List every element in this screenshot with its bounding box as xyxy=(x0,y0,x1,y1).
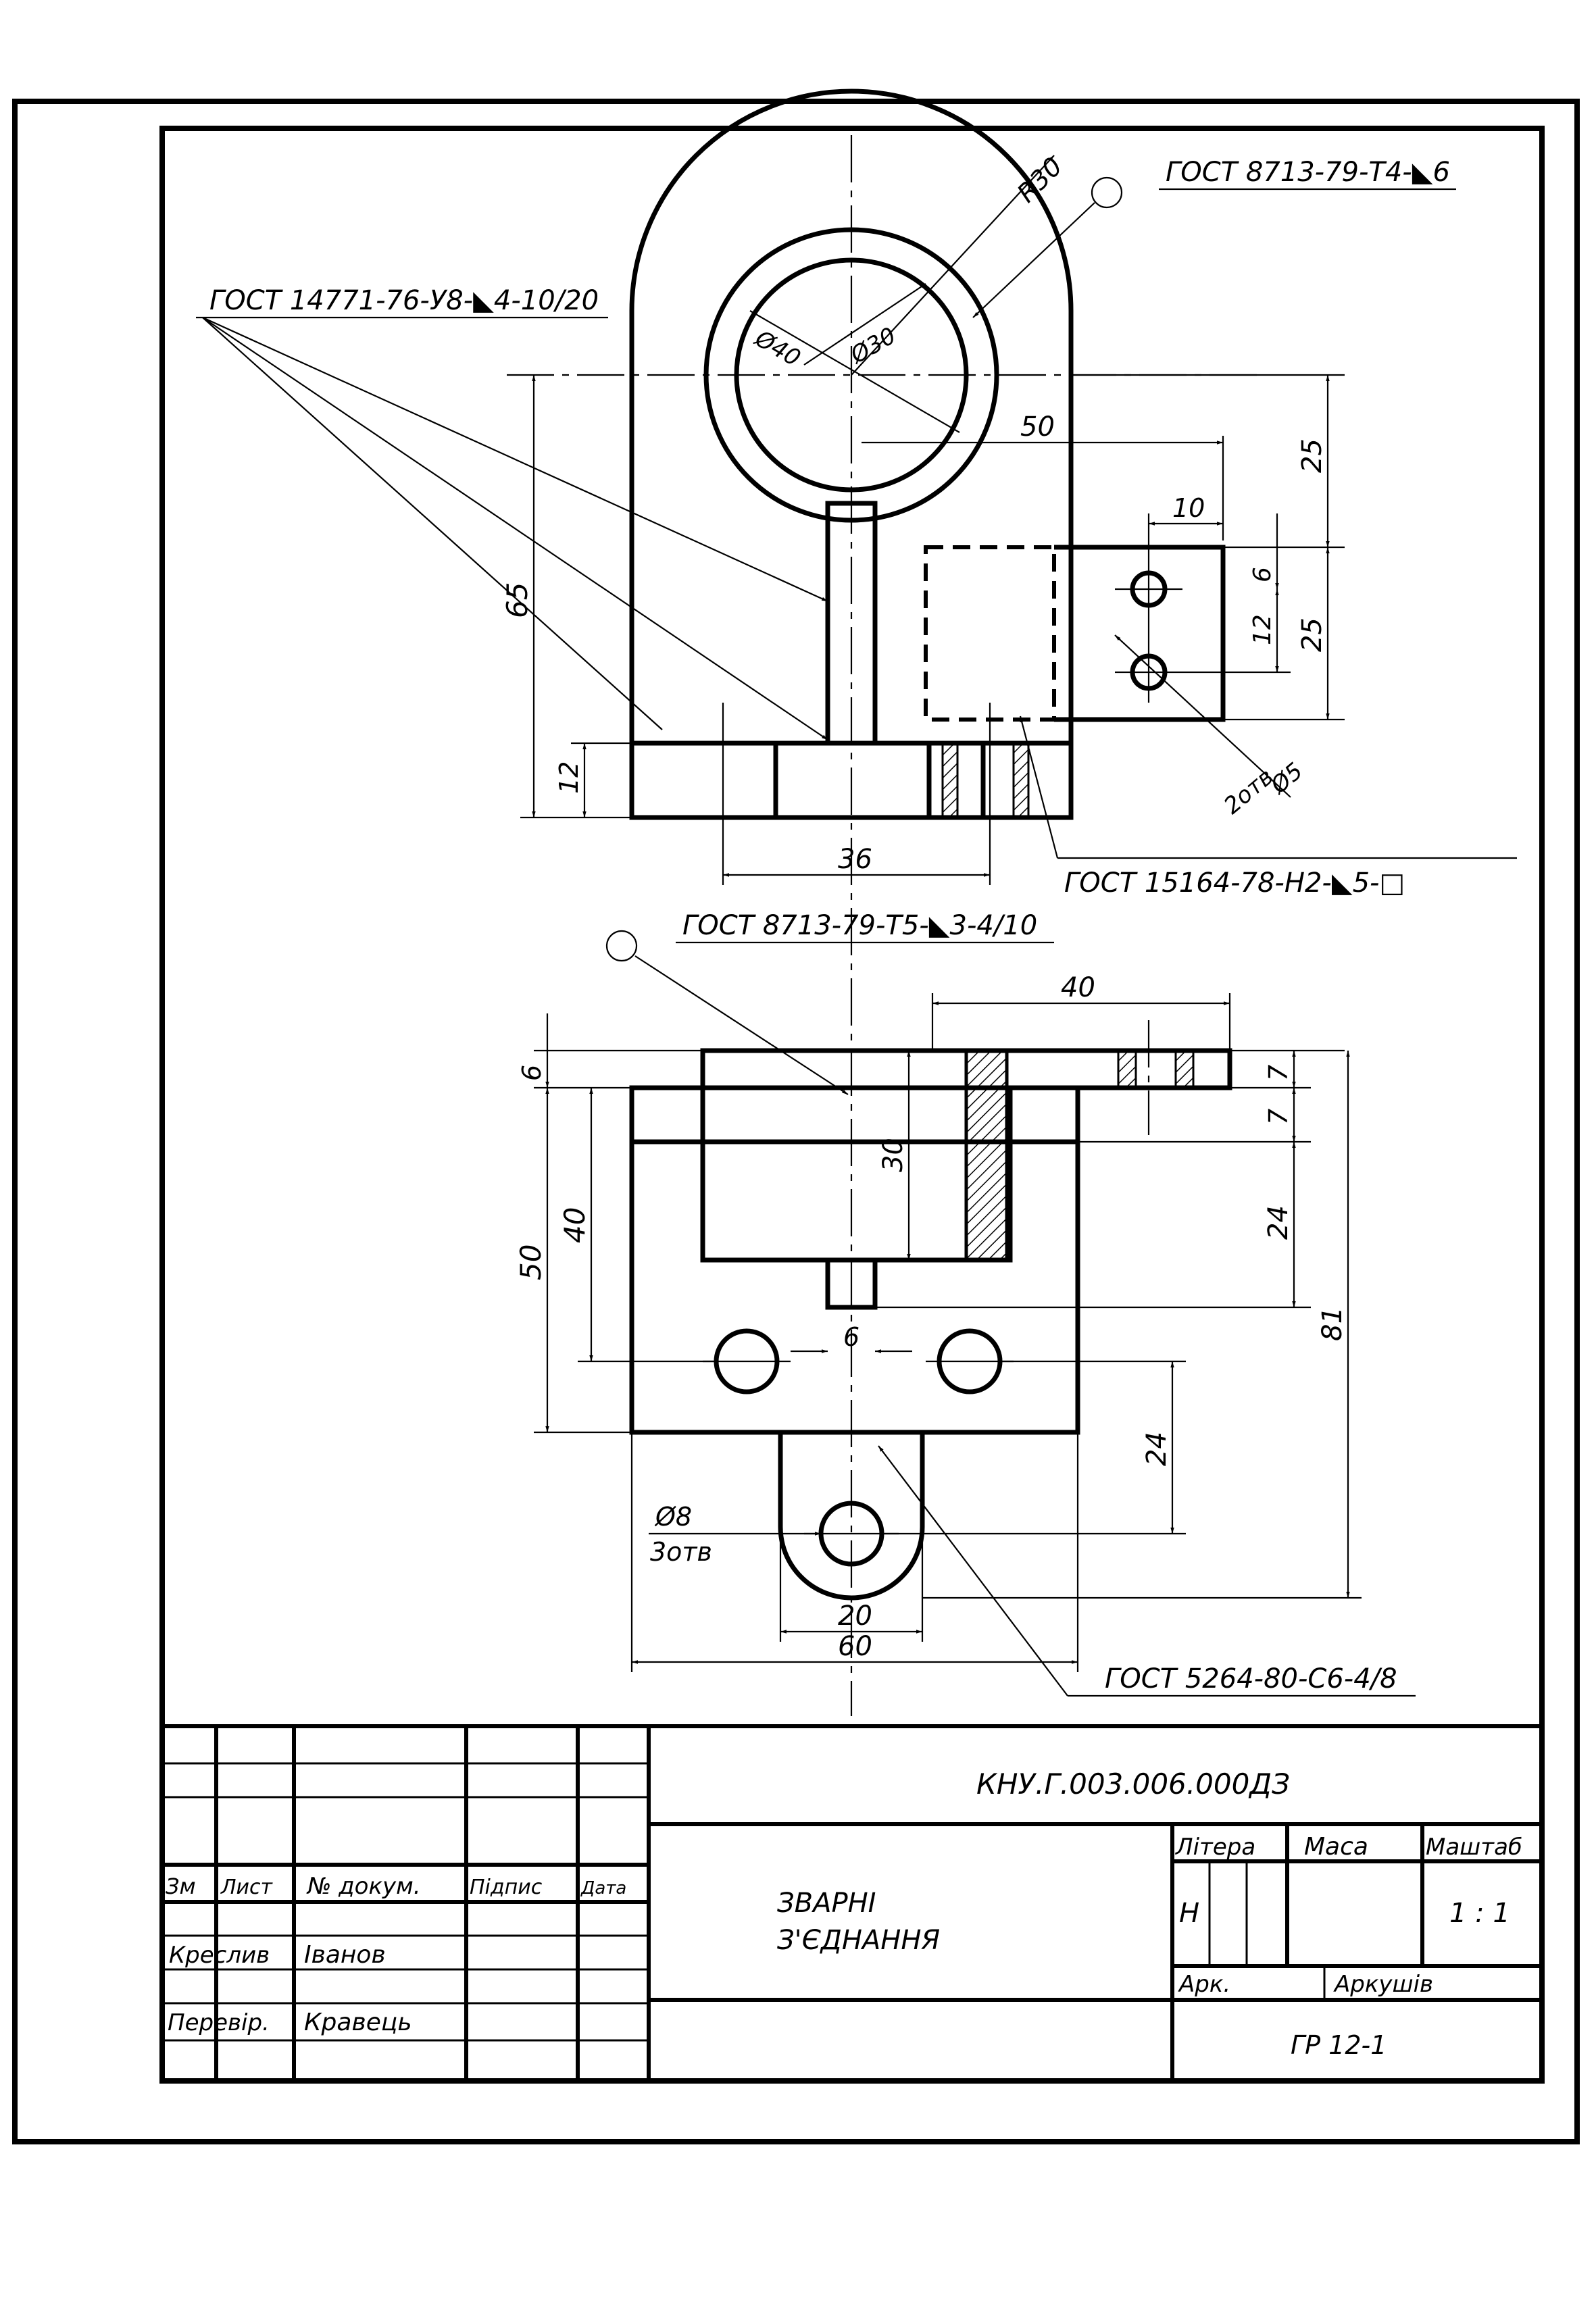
tb-doc-number: КНУ.Г.003.006.000ДЗ xyxy=(976,1767,1291,1801)
dim-25b-text: 25 xyxy=(1297,618,1328,652)
tb-scale-value: 1 : 1 xyxy=(1449,1898,1510,1929)
top-view xyxy=(196,91,1517,1716)
dim-7a-text: 7 xyxy=(1264,1064,1293,1081)
leader-left-3 xyxy=(203,318,662,730)
dim-36-text: 36 xyxy=(838,844,872,875)
leader-left-2 xyxy=(203,318,828,740)
tb-sheets-label: Аркушів xyxy=(1335,1971,1434,1998)
dim-6-text: 6 xyxy=(1249,567,1276,582)
tb-sheet-label: Арк. xyxy=(1179,1971,1231,1998)
leader-gost-front xyxy=(635,956,848,1095)
tb-name-drawn: Іванов xyxy=(304,1941,386,1969)
weld-all-around-front xyxy=(607,931,637,961)
front-view xyxy=(514,910,1416,1696)
tb-title-line2: З'ЄДНАННЯ xyxy=(777,1925,941,1956)
dim-d40-line xyxy=(750,311,959,432)
dim-6-center-text: 6 xyxy=(843,1322,860,1352)
leader-top-right xyxy=(973,203,1095,318)
dim-d8-text: Ø8 xyxy=(655,1502,693,1532)
tb-role-drawn: Креслив xyxy=(169,1942,270,1969)
dim-24b-text: 24 xyxy=(1141,1432,1172,1466)
dim-50-front-text: 50 xyxy=(514,1244,547,1280)
tb-litera-label: Літера xyxy=(1176,1834,1256,1861)
gost-mid-right-text: ГОСТ 15164-78-Н2-◣5-□ xyxy=(1064,867,1405,899)
dim-holes3-text: 3отв xyxy=(650,1537,712,1567)
weld-slot-2 xyxy=(1014,743,1028,818)
dim-d30-text: Ø30 xyxy=(846,322,901,370)
dim-65-text: 65 xyxy=(501,582,534,618)
tb-group: ГР 12-1 xyxy=(1291,2030,1387,2060)
tb-mass-label: Маса xyxy=(1304,1833,1368,1861)
title-block xyxy=(162,1726,1542,2081)
tb-name-checked: Кравець xyxy=(304,2009,412,2036)
weld-top-small-2 xyxy=(1176,1051,1193,1088)
dim-r30-text: R30 xyxy=(1011,151,1068,209)
dim-24a-text: 24 xyxy=(1263,1205,1294,1240)
weld-top-small xyxy=(1118,1051,1136,1088)
weld-slot-1 xyxy=(943,743,957,818)
gost-bottom-text: ГОСТ 5264-80-С6-4/8 xyxy=(1105,1663,1397,1694)
dim-40-top-text: 40 xyxy=(1061,972,1095,1003)
side-plate xyxy=(1054,547,1223,720)
dim-d40-text: Ø40 xyxy=(750,325,805,372)
inner-box xyxy=(703,1088,1010,1260)
dim-holes-text: 2отв xyxy=(1218,763,1279,820)
dim-40-front-text: 40 xyxy=(558,1207,591,1243)
dim-d5-text: Ø5 xyxy=(1266,757,1309,800)
dim-12b-text: 12 xyxy=(554,761,584,794)
dim-10-text: 10 xyxy=(1172,493,1205,523)
dim-60-text: 60 xyxy=(838,1631,872,1662)
tb-col-doc: № докум. xyxy=(307,1873,421,1900)
tb-litera-value: Н xyxy=(1179,1898,1200,1929)
dim-81-text: 81 xyxy=(1317,1307,1348,1341)
dim-7b-text: 7 xyxy=(1264,1108,1293,1125)
tb-col-date: Дата xyxy=(581,1878,627,1898)
tb-col-change: Зм xyxy=(166,1873,196,1899)
weld-all-around-symbol xyxy=(1092,178,1122,207)
dim-30-front-text: 30 xyxy=(878,1138,909,1172)
gost-front-text: ГОСТ 8713-79-Т5-◣3-4/10 xyxy=(682,910,1038,941)
dim-12a-text: 12 xyxy=(1249,614,1276,645)
dim-25a-text: 25 xyxy=(1297,438,1328,473)
tb-col-sign: Підпис xyxy=(470,1876,543,1899)
tb-col-sheet: Лист xyxy=(221,1876,273,1899)
tb-scale-label: Маштаб xyxy=(1426,1834,1522,1861)
weld-section xyxy=(966,1051,1007,1260)
dim-20-text: 20 xyxy=(838,1601,872,1632)
tb-role-checked: Перевір. xyxy=(168,2009,270,2036)
tb-title-line1: ЗВАРНІ xyxy=(777,1888,876,1919)
gost-top-right-text: ГОСТ 8713-79-Т4-◣6 xyxy=(1166,157,1450,188)
gost-left-text: ГОСТ 14771-76-У8-◣4-10/20 xyxy=(209,285,599,316)
dim-6-front-text: 6 xyxy=(517,1064,547,1081)
hidden-plate xyxy=(926,547,1054,720)
dim-50-text: 50 xyxy=(1020,411,1055,443)
